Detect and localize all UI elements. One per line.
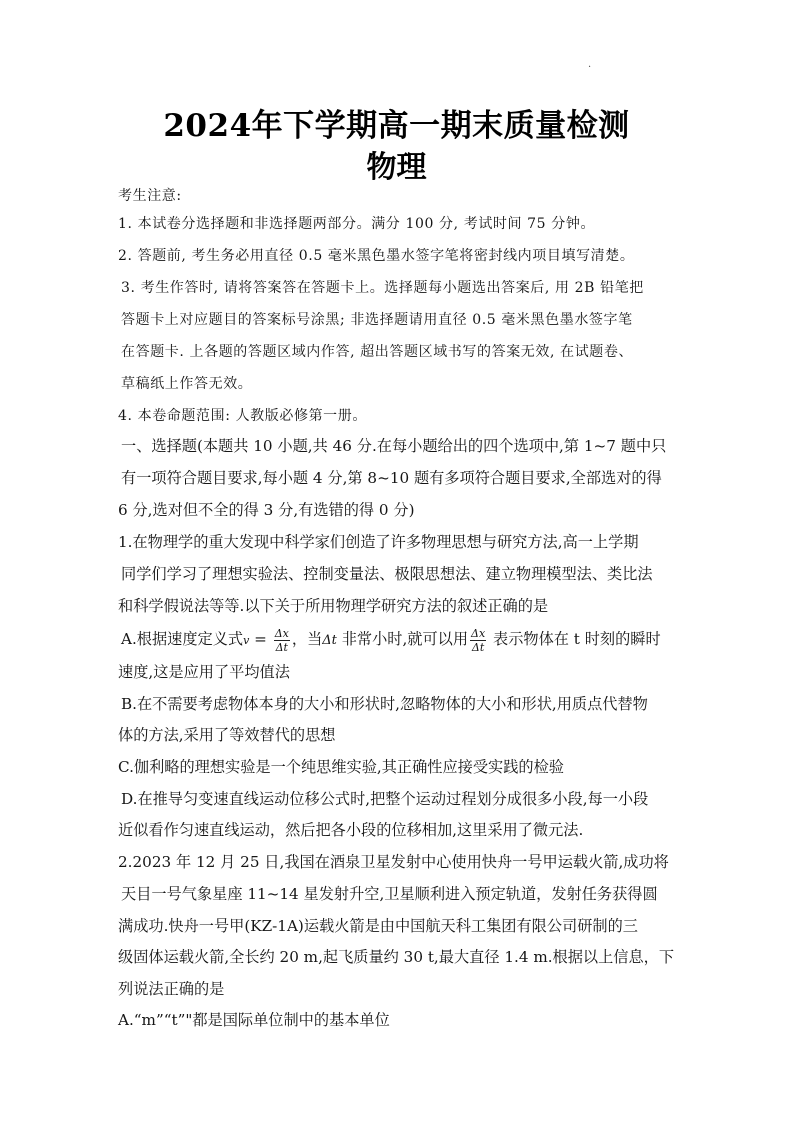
notice-line-3a: 3. 考生作答时, 请将答案答在答题卡上。选择题每小题选出答案后, 用 2B 铅笔把: [121, 280, 644, 296]
q1-option-d-line1: D.在推导匀变速直线运动位移公式时,把整个运动过程划分成很多小段,每一小段: [121, 790, 649, 808]
q1-option-a-mid1: ，当: [291, 630, 323, 648]
q2-stem-e: 列说法正确的是: [118, 980, 225, 998]
notice-heading: 考生注意:: [118, 188, 182, 204]
section-heading-b: 有一项符合题目要求,每小题 4 分,第 8~10 题有多项符合题目要求,全部选对的得: [121, 469, 662, 487]
q1-option-a-line1: [121, 626, 661, 654]
q1-option-a-mid2: 非常小时,就可以用: [336, 630, 469, 648]
q2-stem-d: 级固体运载火箭,全长约 20 m,起飞质量约 30 t,最大直径 1.4 m.根据以上信息，下: [118, 948, 675, 966]
q2-stem-c: 满成功.快舟一号甲(KZ-1A)运载火箭是由中国航天科工集团有限公司研制的三: [118, 917, 638, 935]
q1-stem-b: 同学们学习了理想实验法、控制变量法、极限思想法、建立物理模型法、类比法: [121, 565, 653, 583]
notice-line-1: 1. 本试卷分选择题和非选择题两部分。满分 100 分, 考试时间 75 分钟。: [118, 216, 596, 232]
q1-option-c: C.伽利略的理想实验是一个纯思维实验,其正确性应接受实践的检验: [118, 758, 564, 776]
section-heading-c: 6 分,选对但不全的得 3 分,有选错的得 0 分): [118, 501, 415, 519]
velocity-symbol: v: [243, 634, 250, 647]
velocity-fraction-2: [470, 627, 486, 654]
notice-line-3b: 答题卡上对应题目的答案标号涂黑; 非选择题请用直径 0.5 毫米黑色墨水签字笔: [121, 312, 633, 328]
q2-stem-a: 2.2023 年 12 月 25 日,我国在酒泉卫星发射中心使用快舟一号甲运载火箭,成功将: [118, 853, 669, 871]
q1-option-a-pre: A.根据速度定义式: [121, 630, 244, 648]
q1-option-b-line1: B.在不需要考虑物体本身的大小和形状时,忽略物体的大小和形状,用质点代替物: [121, 695, 648, 713]
notice-line-2: 2. 答题前, 考生务必用直径 0.5 毫米黑色墨水签字笔将密封线内项目填写清楚。: [118, 248, 635, 264]
fraction-denominator: Δt: [471, 640, 485, 654]
equals-sign: =: [249, 630, 272, 648]
q2-option-a: A.“m”“t”"都是国际单位制中的基本单位: [118, 1011, 390, 1029]
exam-title: 2024年下学期高一期末质量检测: [163, 108, 630, 144]
delta-t-symbol: Δt: [322, 633, 337, 648]
q1-option-b-line2: 体的方法,采用了等效替代的思想: [118, 726, 336, 744]
notice-line-3d: 草稿纸上作答无效。: [121, 376, 253, 392]
fraction-denominator: Δt: [275, 640, 288, 654]
q1-stem-a: 1.在物理学的重大发现中科学家们创造了许多物理思想与研究方法,高一上学期: [118, 533, 639, 551]
fraction-numerator: Δx: [471, 626, 486, 640]
page-mark: ·: [588, 62, 592, 73]
q1-stem-c: 和科学假说法等等.以下关于所用物理学研究方法的叙述正确的是: [118, 597, 549, 615]
q1-option-a-line2: 速度,这是应用了平均值法: [118, 663, 290, 681]
subject-title: 物理: [366, 150, 427, 185]
fraction-numerator: Δx: [274, 626, 289, 640]
notice-line-3c: 在答题卡. 上各题的答题区域内作答, 超出答题区域书写的答案无效, 在试题卷、: [121, 344, 634, 360]
q2-stem-b: 天目一号气象星座 11~14 星发射升空,卫星顺利进入预定轨道，发射任务获得圆: [121, 885, 658, 903]
velocity-fraction-1: [274, 627, 290, 654]
q1-option-a-post: 表示物体在 t 时刻的瞬时: [488, 630, 661, 648]
q1-option-d-line2: 近似看作匀速直线运动，然后把各小段的位移相加,这里采用了微元法.: [118, 821, 584, 839]
notice-line-4: 4. 本卷命题范围: 人教版必修第一册。: [118, 408, 367, 424]
section-heading-a: 一、选择题(本题共 10 小题,共 46 分.在每小题给出的四个选项中,第 1~7 题中只: [121, 437, 667, 455]
